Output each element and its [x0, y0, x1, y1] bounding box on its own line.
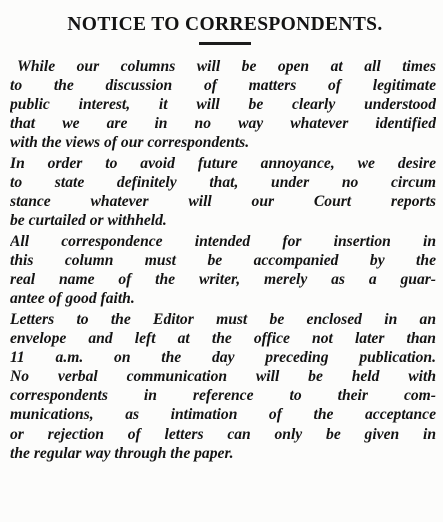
text-line: stance whatever will our Court reports — [10, 193, 436, 211]
notice-heading: NOTICE TO CORRESPONDENTS. — [67, 14, 383, 35]
notice-body — [10, 57, 436, 463]
text-line: this column must be accompanied by the — [10, 252, 436, 270]
text-line: No verbal communication will be held with — [10, 368, 436, 386]
paragraph-editorial-views — [10, 57, 436, 152]
text-line: envelope and left at the office not later than — [10, 330, 436, 348]
paragraph-letters-to-editor — [10, 310, 436, 463]
text-line: Letters to the Editor must be enclosed in an — [10, 311, 436, 328]
text-line: While our columns will be open at all times — [17, 58, 436, 75]
heading-rule — [199, 42, 251, 45]
text-line: In order to avoid future annoyance, we desire — [10, 155, 436, 173]
text-line: correspondents in reference to their com- — [10, 387, 436, 405]
text-line: to the discussion of matters of legitimate — [10, 77, 436, 95]
text-line: All correspondence intended for insertion in — [10, 233, 436, 251]
text-line: munications, as intimation of the acceptance — [10, 406, 436, 424]
text-line: 11 a.m. on the day preceding publication. — [10, 349, 436, 367]
text-line: real name of the writer, merely as a guar- — [10, 271, 436, 289]
text-line: that we are in no way whatever identified — [10, 115, 436, 133]
text-line: antee of good faith. — [10, 290, 135, 308]
paragraph-court-reports — [10, 154, 436, 230]
text-line: public interest, it will be clearly understood — [10, 96, 436, 114]
text-line: with the views of our correspondents. — [10, 134, 250, 152]
text-line: or rejection of letters can only be given in — [10, 425, 436, 443]
text-line: be curtailed or withheld. — [10, 212, 167, 230]
paragraph-real-name — [10, 232, 436, 308]
text-line: the regular way through the paper. — [10, 444, 234, 462]
text-line: to state definitely that, under no circum — [10, 174, 436, 192]
